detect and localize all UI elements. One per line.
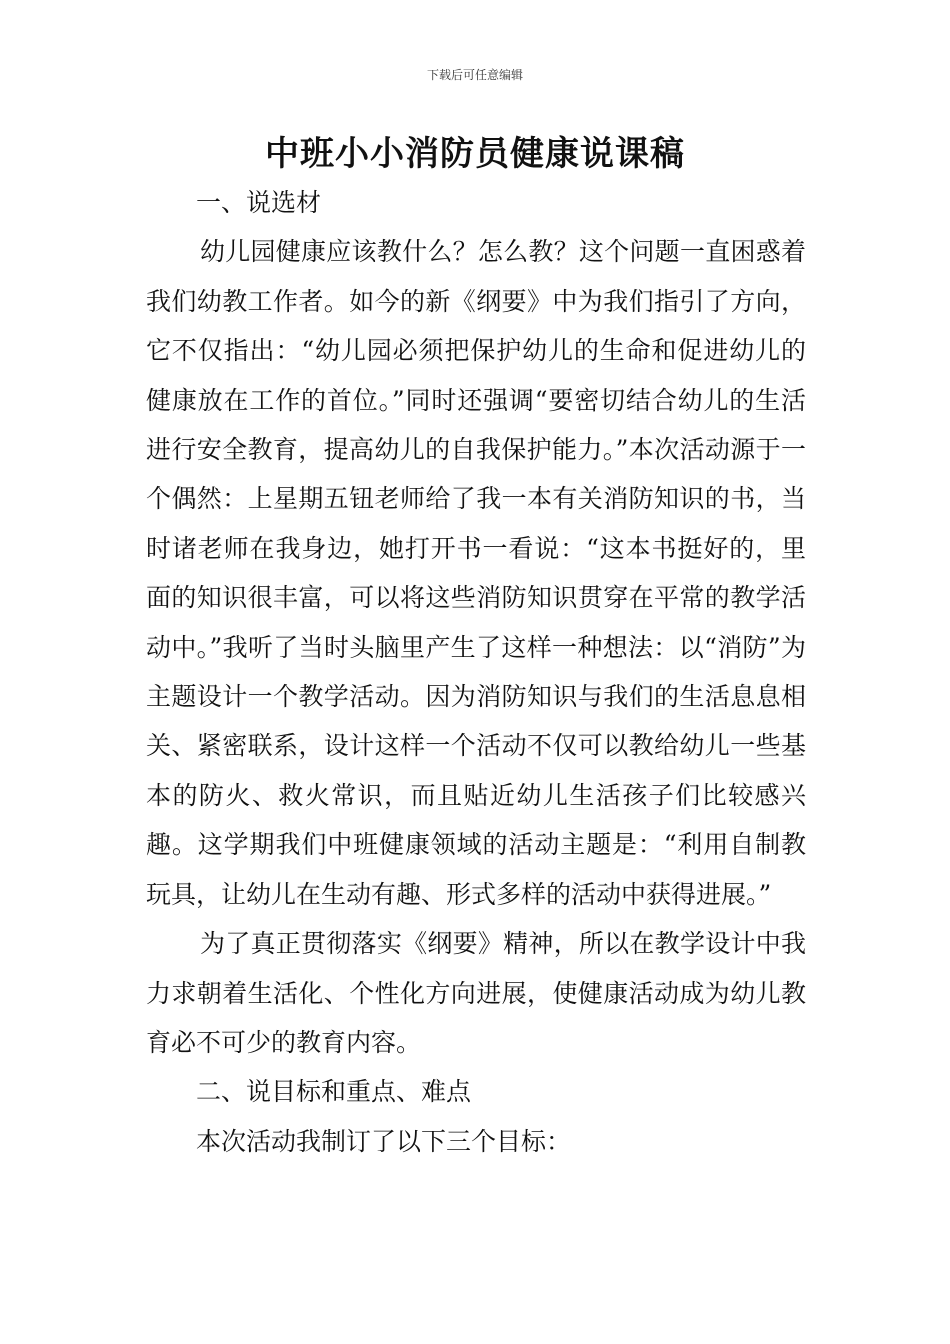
section-heading-2: 二、说目标和重点、难点 bbox=[196, 1077, 472, 1107]
header-note: 下载后可任意编辑 bbox=[426, 68, 523, 82]
paragraph-3: 本次活动我制订了以下三个目标： bbox=[196, 1126, 572, 1156]
page-title: 中班小小消防员健康说课稿 bbox=[265, 134, 685, 174]
document-body bbox=[146, 178, 806, 1166]
paragraph-1: 幼儿园健康应该教什么？怎么教？这个问题一直困惑着我们幼教工作者。如今的新《纲要》中为我们指引了方向，它不仅指出：“幼儿园必须把保护幼儿的生命和促进幼儿的健康放在工作的首位。”同时还强调“要密切结合幼儿的生活进行安全教育，提高幼儿的自我保护能力。”本次活动源于一个偶然：上星期五钮老师给了我一本有关消防知识的书，当时诸老师在我身边，她打开书一看说：“这本书挺好的，里面的知识很丰富，可以将这些消防知识贯穿在平常的教学活动中。”我听了当时头脑里产生了这样一种想法：以“消防”为主题设计一个教学活动。因为消防知识与我们的生活息息相关、紧密联系，设计这样一个活动不仅可以教给幼儿一些基本的防火、救火常识，而且贴近幼儿生活孩子们比较感兴趣。这学期我们中班健康领域的活动主题是：“利用自制教玩具，让幼儿在生动有趣、形式多样的活动中获得进展。” bbox=[146, 237, 806, 909]
section-heading-1: 一、说选材 bbox=[196, 188, 322, 217]
paragraph-2: 为了真正贯彻落实《纲要》精神，所以在教学设计中我力求朝着生活化、个性化方向进展，使健康活动成为幼儿教育必不可少的教育内容。 bbox=[146, 929, 806, 1057]
